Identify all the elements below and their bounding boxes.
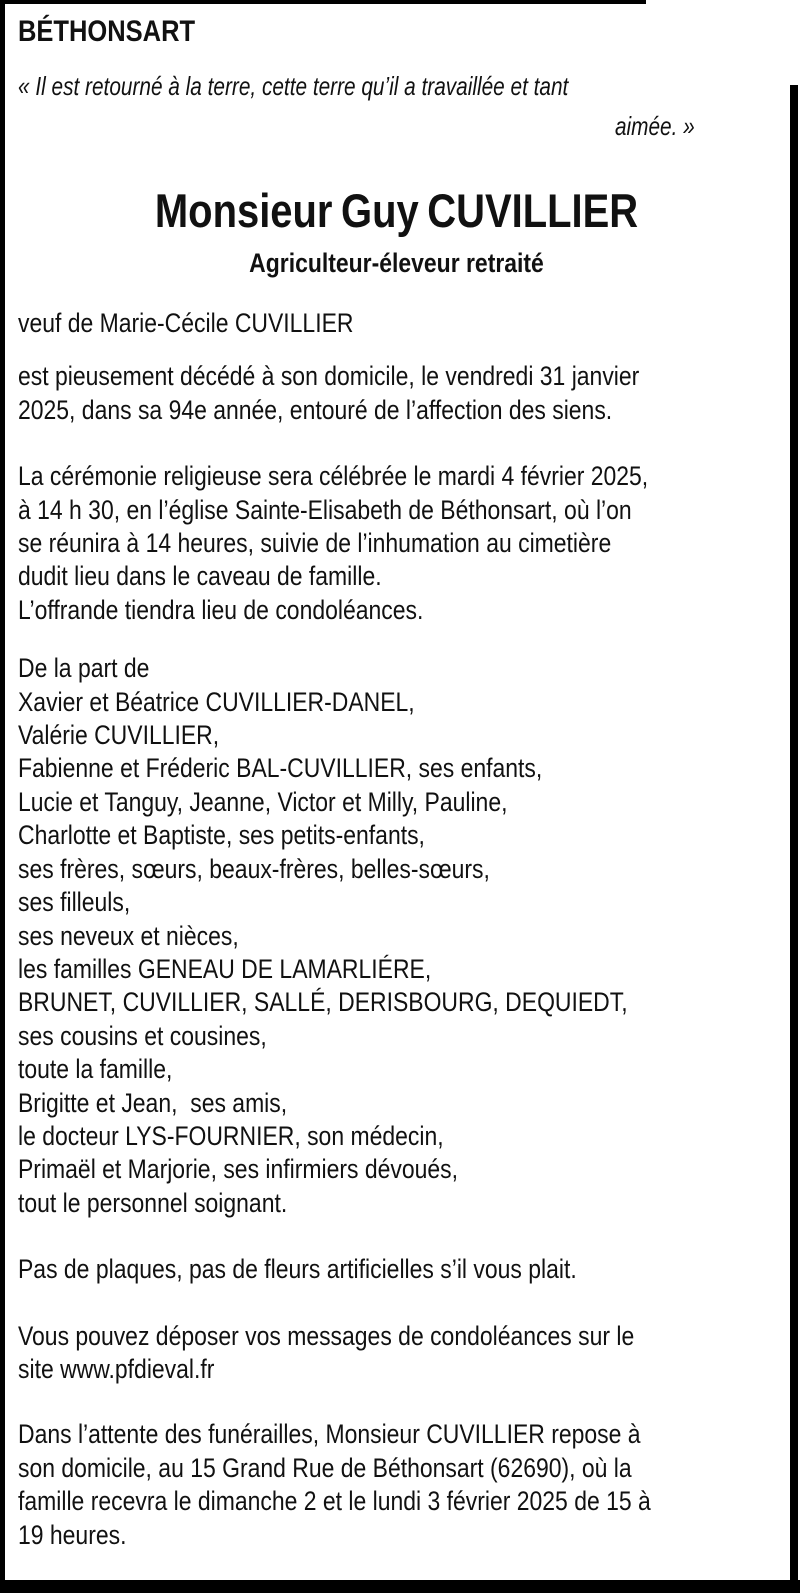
text-line: Vous pouvez déposer vos messages de condoléances sur le [18,1320,635,1351]
text-line: veuf de Marie-Cécile CUVILLIER [18,308,354,338]
deceased-profession: Agriculteur-éleveur retraité [249,248,544,278]
frame-border-bottom [0,1580,800,1593]
paragraph-no-plaques [18,1253,661,1286]
text-line: se réunira à 14 heures, suivie de l’inhumation au cimetière [18,528,612,559]
text-line: Fabienne et Fréderic BAL-CUVILLIER, ses enfants, [18,753,543,784]
text-line: Dans l’attente des funérailles, Monsieur CUVILLIER repose à [18,1419,641,1450]
text-line: L’offrande tiendra lieu de condoléances. [18,594,424,625]
paragraph-widower [18,307,661,340]
text-line: toute la famille, [18,1054,173,1085]
paragraph-family-list [18,652,661,1220]
text-line: les familles GENEAU DE LAMARLIÉRE, [18,953,432,984]
paragraph-death-announcement [18,360,661,427]
text-line: son domicile, au 15 Grand Rue de Béthonsart (62690), où la [18,1452,632,1483]
text-line: Brigitte et Jean, ses amis, [18,1087,288,1118]
text-line: ses neveux et nièces, [18,920,239,951]
text-line: Valérie CUVILLIER, [18,720,220,751]
paragraph-visitation [18,1418,661,1552]
text-line: ses filleuls, [18,887,131,918]
text-line: De la part de [18,653,150,684]
text-line: 2025, dans sa 94e année, entouré de l’affection des siens. [18,394,613,425]
paragraph-ceremony [18,460,661,627]
text-line: ses cousins et cousines, [18,1020,267,1051]
text-line: Lucie et Tanguy, Jeanne, Victor et Milly, Pauline, [18,786,508,817]
text-line: 19 heures. [18,1519,127,1550]
text-line: Xavier et Béatrice CUVILLIER-DANEL, [18,686,415,717]
text-line: Pas de plaques, pas de fleurs artificielles s’il vous plait. [18,1254,577,1285]
epitaph-quote-line-2: aimée. » [615,111,695,141]
text-line: La cérémonie religieuse sera célébrée le mardi 4 février 2025, [18,461,649,492]
epitaph-quote-line-1: « Il est retourné à la terre, cette terre qu’il a travaillée et tant [18,71,569,101]
epitaph-quote-line-2-wrap [18,106,775,146]
epitaph-quote [18,66,775,146]
paragraph-condolences-website [18,1320,661,1387]
text-line: Primaël et Marjorie, ses infirmiers dévoués, [18,1154,459,1185]
text-line: est pieusement décédé à son domicile, le vendredi 31 janvier [18,361,640,392]
city-heading: BÉTHONSART [18,15,196,48]
text-line: le docteur LYS-FOURNIER, son médecin, [18,1120,444,1151]
text-line: tout le personnel soignant. [18,1187,288,1218]
text-line: dudit lieu dans le caveau de famille. [18,561,382,592]
text-line: ses frères, sœurs, beaux-frères, belles-sœurs, [18,853,490,884]
text-line: Charlotte et Baptiste, ses petits-enfants, [18,820,425,851]
text-line: site www.pfdieval.fr [18,1353,215,1384]
text-line: famille recevra le dimanche 2 et le lundi 3 février 2025 de 15 à [18,1486,651,1517]
text-line: BRUNET, CUVILLIER, SALLÉ, DERISBOURG, DEQUIEDT, [18,987,628,1018]
text-line: à 14 h 30, en l’église Sainte-Elisabeth de Béthonsart, où l’on [18,494,632,525]
deceased-name: Monsieur Guy CUVILLIER [154,184,639,237]
